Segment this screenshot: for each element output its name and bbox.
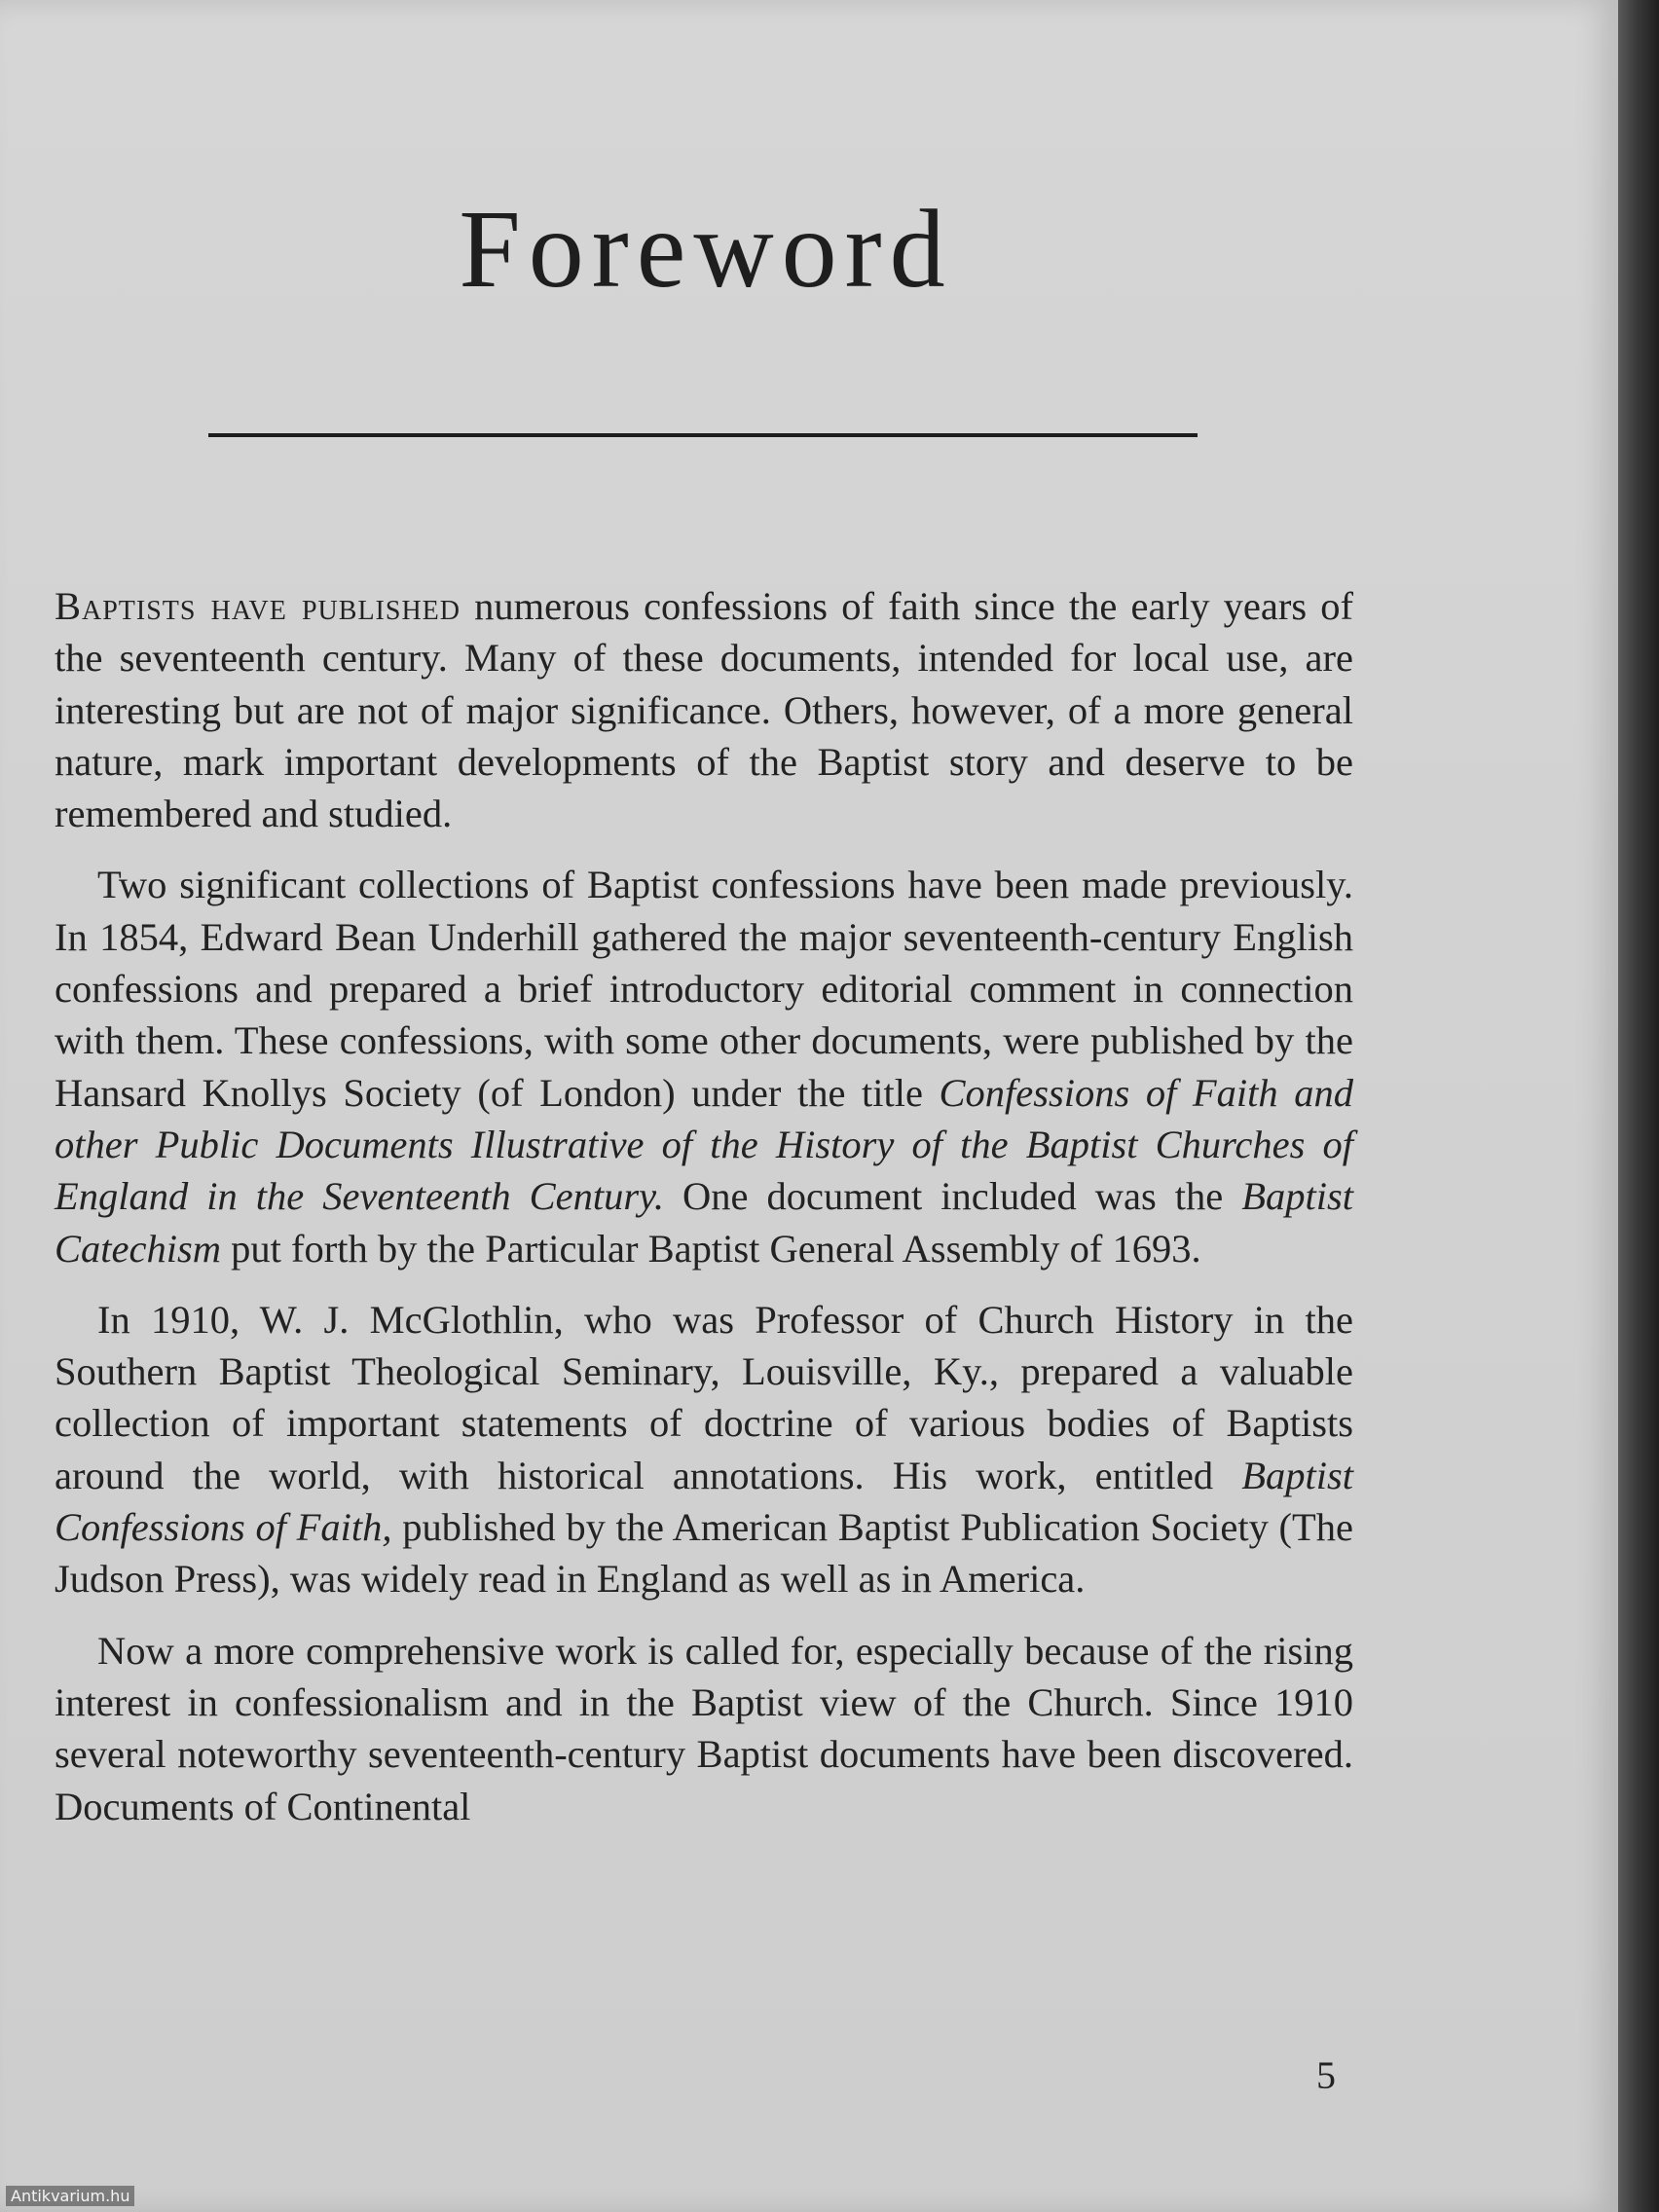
title-rule xyxy=(208,433,1198,437)
paragraph-3 xyxy=(55,1294,1353,1605)
paragraph-2-text-1: Two significant collections of Baptist confessions have been made previously. In 1854, Edward Bean Underhill gathered the major seventeenth-century English confessions and prepared a brief introductory editorial comment in connection with them. These confessions, with some other documents, were published by the Hansard Knollys Society (of London) under the title xyxy=(55,863,1353,1115)
paragraph-3-text-2: published by the American Baptist Publication Society (The Judson Press), was widely read in England as well as in America. xyxy=(55,1505,1354,1602)
paragraph-2-text-2: One document included was the xyxy=(664,1174,1242,1219)
paragraph-2-book-title: Confessions of Faith and other Public Documents Illustrative of the History of the Baptist Churches of England in the Seventeenth Century. xyxy=(55,1070,1353,1219)
watermark: Antikvarium.hu xyxy=(6,2186,134,2206)
paragraph-1-text: numerous confessions of faith since the early years of the seventeenth century. Many of these documents, intended for local use, are interesting but are not of major significance. Others, however, of a more general nature, mark important developments of the Baptist story and deserve to be remembered and studied. xyxy=(55,584,1353,836)
paragraph-2-text-3: put forth by the Particular Baptist General Assembly of 1693. xyxy=(220,1226,1201,1271)
page-edge-shadow xyxy=(1618,0,1659,2212)
page-title: Foreword xyxy=(459,187,953,311)
paragraph-4 xyxy=(55,1625,1353,1832)
paragraph-3-book-title: Baptist Confessions of Faith, xyxy=(55,1453,1353,1550)
page-number: 5 xyxy=(1316,2053,1336,2097)
paragraph-3-text-1: In 1910, W. J. McGlothlin, who was Professor of Church History in the Southern Baptist Theological Seminary, Louisville, Ky., prepared a valuable collection of important statements of doctrine of various bodies of Baptists around the world, with historical annotations. His work, entitled xyxy=(55,1297,1353,1497)
paragraph-1 xyxy=(55,580,1353,839)
paragraph-2-catechism-title: Baptist Catechism xyxy=(55,1174,1353,1271)
paragraph-4-text-1: Now a more comprehensive work is called for, especially because of the rising interest in confessionalism and in the Baptist view of the Church. Since 1910 several noteworthy seventeenth-century Baptist documents have been discovered. Documents of Continental xyxy=(55,1628,1353,1828)
body-text xyxy=(55,580,1353,1852)
paragraph-2 xyxy=(55,859,1353,1273)
paragraph-1-lead: Baptists have published xyxy=(55,584,461,628)
